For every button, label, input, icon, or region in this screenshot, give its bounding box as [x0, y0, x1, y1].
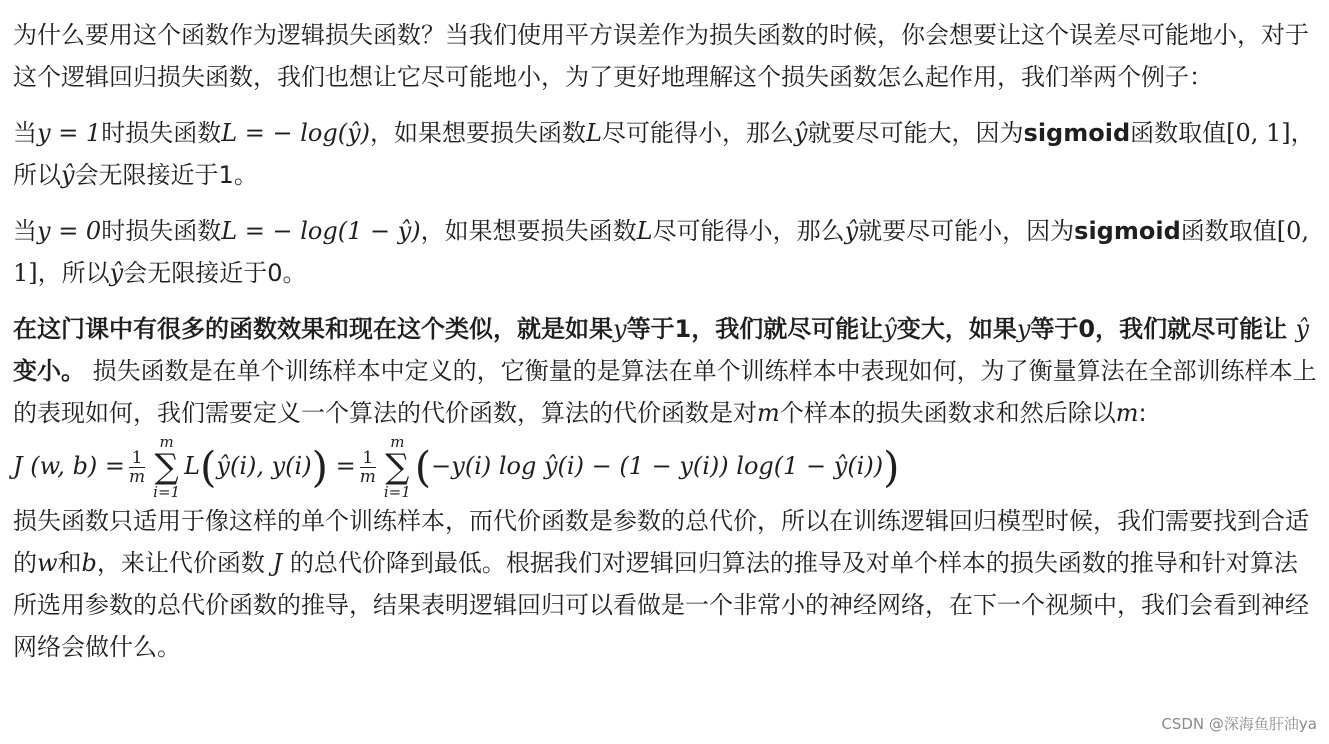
fraction-1-over-m — [129, 449, 145, 486]
text: 函数取值 — [1180, 217, 1277, 245]
sum-top: m — [390, 433, 405, 451]
math-yhat: ŷ — [844, 217, 859, 245]
text: ，所以 — [37, 259, 110, 287]
text: 会无限接近于1。 — [74, 161, 258, 189]
paren-open: ( — [200, 442, 217, 491]
frac-num: 1 — [129, 449, 145, 468]
math-condition: y = 0 — [37, 217, 102, 245]
sum-sigma: ∑ — [154, 447, 179, 487]
bold-text: 变大，如果 — [896, 315, 1017, 343]
csdn-watermark: CSDN @深海鱼肝油ya — [1161, 715, 1317, 733]
text: ，如果想要损失函数 — [420, 217, 637, 245]
text: 就要尽可能大，因为 — [807, 119, 1024, 147]
math-range: [0, 1] — [13, 217, 1310, 287]
bold-text: 在这门课中有很多的函数效果和现在这个类似，就是如果 — [13, 315, 613, 343]
math-yhat: ŷ — [109, 259, 124, 287]
frac-den: m — [359, 466, 376, 487]
frac-den: m — [129, 466, 146, 487]
cost-function-formula — [13, 433, 900, 501]
text: 时损失函数 — [101, 217, 222, 245]
math-loss-equation: L = − log(ŷ) — [221, 119, 371, 147]
text: 损失函数只适用于像这样的单个训练样本，而代价函数是参数的总代价，所以在训练逻辑回归模型时候，我们需要找到合适的 — [13, 507, 1309, 577]
paragraph-case-y0 — [13, 210, 1318, 294]
intro-text: 为什么要用这个函数作为逻辑损失函数？当我们使用平方误差作为损失函数的时候，你会想要让这个误差尽可能地小，对于这个逻辑回归损失函数，我们也想让它尽可能地小，为了更好地理解这个损失函数怎么起作用，我们举两个例子： — [13, 21, 1309, 91]
sum-bottom: i=1 — [383, 483, 411, 501]
text: 就要尽可能小，因为 — [858, 217, 1075, 245]
math-w: w — [37, 549, 58, 577]
paragraph-intro — [13, 14, 1318, 98]
formula-eq: = — [335, 451, 356, 480]
sigmoid-bold: sigmoid — [1023, 119, 1131, 147]
math-yhat: ŷ — [793, 119, 808, 147]
math-L: L — [586, 119, 602, 147]
sigmoid-bold: sigmoid — [1074, 217, 1181, 245]
math-m: m — [1115, 399, 1139, 427]
text: 个样本的损失函数求和然后除以 — [779, 399, 1116, 427]
bold-text: 等于0，我们就尽可能让 — [1030, 315, 1296, 343]
math-yhat: ŷ — [61, 161, 75, 189]
text: 和 — [57, 549, 82, 577]
formula-rhs: −y(i) log ŷ(i) − (1 − y(i)) log(1 − ŷ(i)) — [431, 451, 884, 480]
math-range: [0, 1] — [1226, 119, 1291, 147]
math-yhat: ŷ — [883, 315, 897, 343]
formula-lhs: J (w, b) = — [13, 451, 126, 480]
bold-text: 等于1，我们就尽可能让 — [626, 315, 884, 343]
paren-close: ) — [883, 442, 900, 491]
text: 损失函数是在单个训练样本中定义的，它衡量的是算法在单个训练样本中表现如何，为了衡量算法在全部训练样本上的表现如何，我们需要定义一个算法的代价函数，算法的代价函数是对 — [13, 357, 1317, 427]
article-body — [13, 14, 1318, 682]
math-loss-equation: L = − log(1 − ŷ) — [221, 217, 421, 245]
formula-L: L — [184, 451, 201, 480]
sum-bottom: i=1 — [153, 483, 181, 501]
math-J: J — [272, 549, 283, 577]
text: 会无限接近于0。 — [123, 259, 307, 287]
math-yhat: ŷ — [1295, 315, 1310, 343]
summation — [153, 434, 180, 500]
text: 尽可能得小，那么 — [601, 119, 794, 147]
paragraph-cost-function — [13, 308, 1318, 500]
text: ，所以 — [13, 119, 1315, 189]
math-b: b — [81, 549, 97, 577]
text: ，如果想要损失函数 — [370, 119, 587, 147]
text: 当 — [13, 217, 37, 245]
text: 时损失函数 — [101, 119, 222, 147]
paren-close: ) — [311, 442, 328, 491]
text: 尽可能得小，那么 — [652, 217, 845, 245]
math-condition: y = 1 — [37, 119, 102, 147]
text: : — [1138, 399, 1147, 427]
text: ，来让代价函数 — [96, 549, 273, 577]
text: 的总代价降到最低。根据我们对逻辑回归算法的推导及对单个样本的损失函数的推导和针对算法所选用参数的总代价函数的推导，结果表明逻辑回归可以看做是一个非常小的神经网络，在下一个视频中，我们会看到神经网络会做什么。 — [13, 549, 1309, 661]
paren-open: ( — [414, 442, 432, 491]
math-L: L — [636, 217, 653, 245]
math-m: m — [757, 399, 780, 427]
math-y: y — [1016, 315, 1031, 343]
formula-args: ŷ(i), y(i) — [216, 451, 312, 480]
summation — [384, 434, 411, 500]
sum-top: m — [159, 433, 174, 451]
text: 当 — [13, 119, 37, 147]
sum-sigma: ∑ — [385, 447, 410, 487]
frac-num: 1 — [360, 449, 376, 468]
bold-text: 变小。 — [13, 357, 85, 385]
paragraph-summary — [13, 500, 1318, 668]
paragraph-case-y1 — [13, 112, 1318, 196]
math-y: y — [613, 315, 627, 343]
fraction-1-over-m — [360, 449, 376, 486]
text: 函数取值 — [1130, 119, 1227, 147]
